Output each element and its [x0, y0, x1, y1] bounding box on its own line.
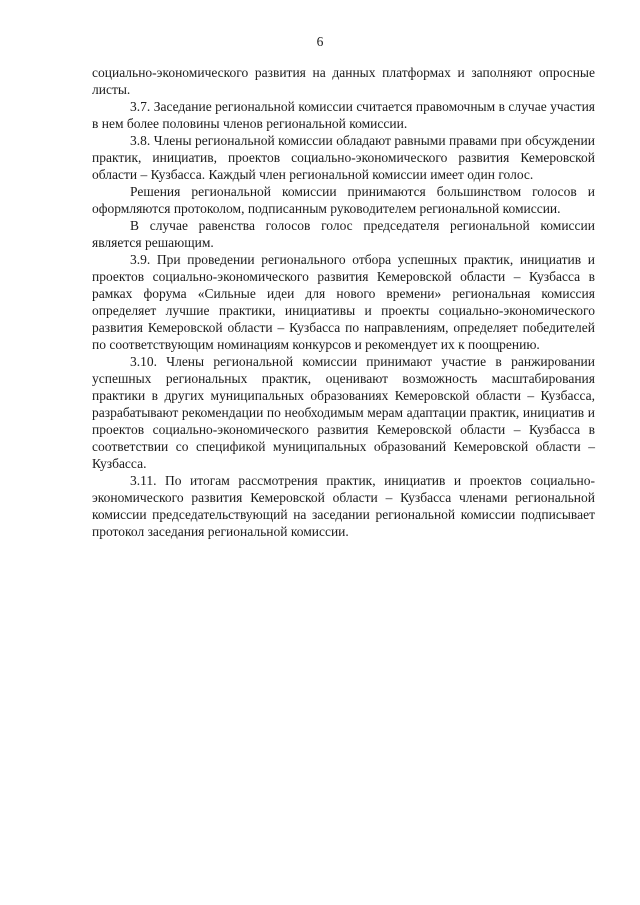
paragraph-tie-vote: В случае равенства голосов голос председателя региональной комиссии является решающим. — [92, 218, 595, 250]
page-number: 6 — [316, 34, 324, 49]
paragraph-3-7: 3.7. Заседание региональной комиссии считается правомочным в случае участия в нем более половины членов региональной комиссии. — [92, 99, 595, 131]
paragraph-decisions: Решения региональной комиссии принимаются большинством голосов и оформляются протоколом, подписанным руководителем региональной комиссии. — [92, 184, 595, 216]
paragraph-continuation: социально-экономического развития на данных платформах и заполняют опросные листы. — [92, 65, 595, 97]
paragraph-3-9: 3.9. При проведении регионального отбора успешных практик, инициатив и проектов социально-экономического развития Кемеровской области – Кузбасса в рамках форума «Сильные идеи для нового времени» региональная комиссия определяет лучшие практики, инициативы и проекты социально-экономического развития Кемеровской области – Кузбасса по направлениям, определяет победителей по соответствующим номинациям конкурсов и рекомендует их к поощрению. — [92, 252, 595, 352]
paragraph-3-8: 3.8. Члены региональной комиссии обладают равными правами при обсуждении практик, инициатив, проектов социально-экономического развития Кемеровской области – Кузбасса. Каждый член региональной комиссии имеет один голос. — [92, 133, 595, 182]
paragraph-3-10: 3.10. Члены региональной комиссии принимают участие в ранжировании успешных региональных практик, оценивают возможность масштабирования практики в других муниципальных образованиях Кемеровской области – Кузбасса, разрабатывают рекомендации по необходимым мерам адаптации практик, инициатив и проектов социально-экономического развития Кемеровской области – Кузбасса в соответствии со спецификой муниципальных образований Кемеровской области – Кузбасса. — [92, 354, 595, 471]
paragraph-3-11: 3.11. По итогам рассмотрения практик, инициатив и проектов социально-экономического развития Кемеровской области – Кузбасса членами региональной комиссии председательствующий на заседании региональной комиссии подписывает протокол заседания региональной комиссии. — [92, 473, 595, 539]
document-body — [92, 64, 595, 540]
